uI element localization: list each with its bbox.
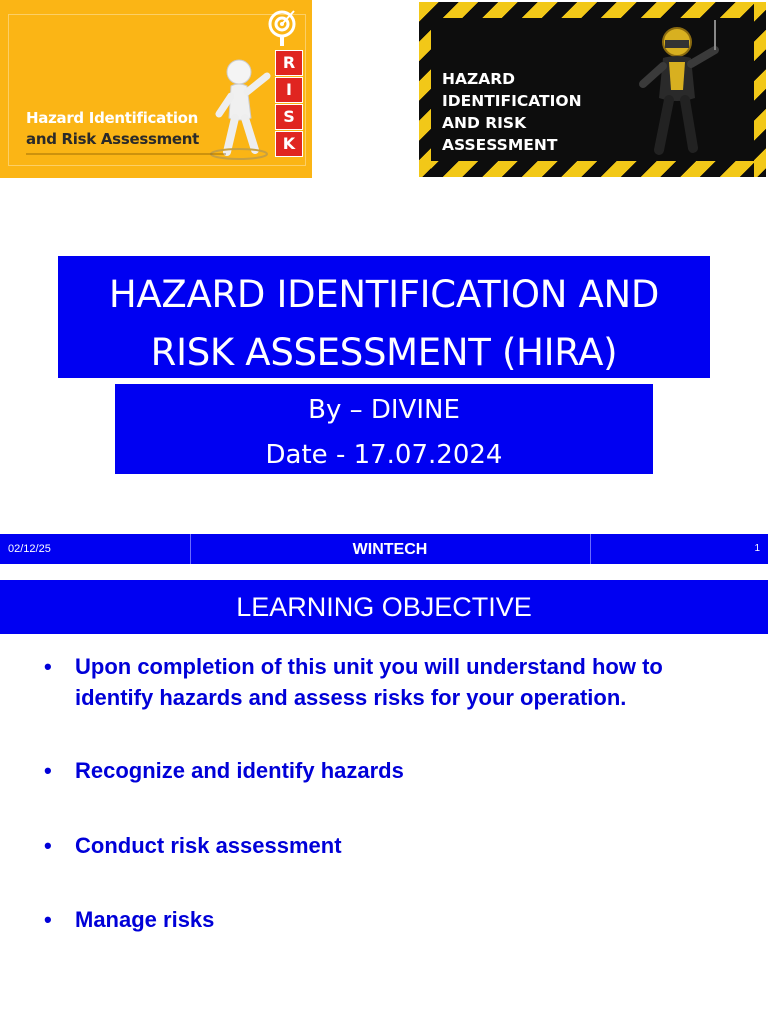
footer-divider xyxy=(590,534,591,564)
risk-tile: I xyxy=(275,77,303,103)
author-byline: By – DIVINE xyxy=(308,395,460,425)
hira-banner-left xyxy=(0,0,312,178)
learning-objective-bar xyxy=(0,580,768,634)
slide-footer xyxy=(0,534,768,564)
footer-company: WINTECH xyxy=(352,541,428,558)
objectives-list xyxy=(44,650,744,935)
objective-item xyxy=(44,651,744,713)
title-line2: RISK ASSESSMENT (HIRA) xyxy=(150,331,618,374)
objective-text: Manage risks xyxy=(75,907,215,932)
objective-item xyxy=(44,904,744,935)
hazard-stripe-left xyxy=(419,2,431,177)
banner-left-underline xyxy=(26,153,226,155)
banner-right-line: HAZARD xyxy=(442,70,516,88)
banner-right-caption xyxy=(442,68,582,156)
banner-right-line: IDENTIFICATION xyxy=(442,92,582,110)
hazard-stripe-top xyxy=(419,2,766,18)
worker-figure-icon xyxy=(629,20,729,165)
banner-right-line: AND RISK xyxy=(442,114,527,132)
hazard-stripe-right xyxy=(754,2,766,177)
objective-text: Conduct risk assessment xyxy=(75,833,342,858)
hira-banner-right xyxy=(419,2,766,177)
section-heading: LEARNING OBJECTIVE xyxy=(236,592,532,622)
banner-left-caption xyxy=(26,108,199,150)
risk-tile: R xyxy=(275,50,303,76)
objective-item xyxy=(44,755,744,786)
banner-right-line: ASSESSMENT xyxy=(442,136,558,154)
risk-letter-tiles xyxy=(275,50,305,158)
banner-left-line1: Hazard Identification xyxy=(26,109,199,127)
objective-item xyxy=(44,830,744,861)
title-box xyxy=(58,256,710,378)
person-figure-icon xyxy=(205,56,275,162)
bullet-icon: • xyxy=(44,833,52,858)
byline-box xyxy=(115,384,653,474)
footer-page-number: 1 xyxy=(754,543,760,554)
footer-date: 02/12/25 xyxy=(8,543,51,555)
banner-left-line2: and Risk Assessment xyxy=(26,130,200,148)
presentation-date: Date - 17.07.2024 xyxy=(265,440,503,470)
bullet-icon: • xyxy=(44,907,52,932)
target-icon xyxy=(268,8,298,46)
title-line1: HAZARD IDENTIFICATION AND xyxy=(108,273,660,316)
objective-text: Recognize and identify hazards xyxy=(75,758,404,783)
page-title xyxy=(58,256,710,382)
risk-tile: S xyxy=(275,104,303,130)
bullet-icon: • xyxy=(44,654,52,679)
objective-text: Upon completion of this unit you will understand how to identify hazards and assess risks for your operation. xyxy=(75,654,663,710)
bullet-icon: • xyxy=(44,758,52,783)
risk-tile: K xyxy=(275,131,303,157)
